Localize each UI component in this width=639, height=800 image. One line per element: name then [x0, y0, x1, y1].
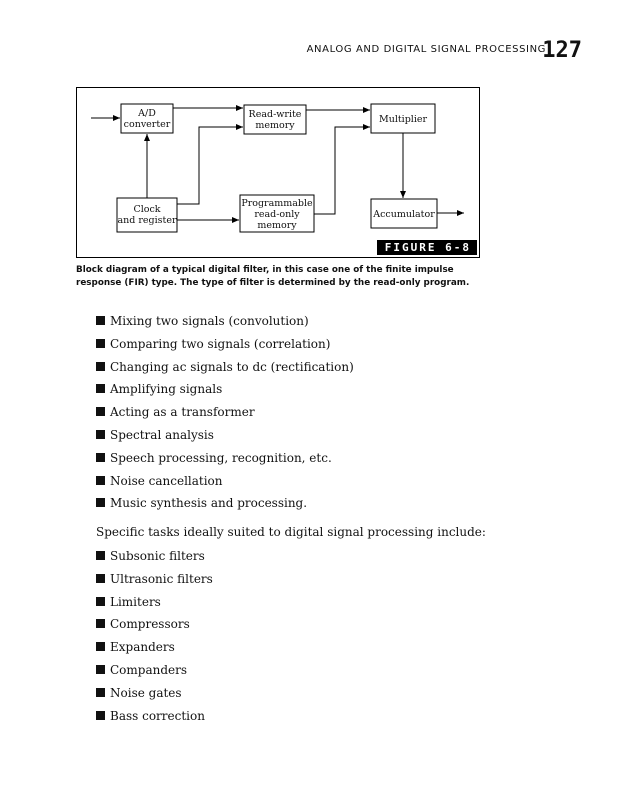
list-item-text: Changing ac signals to dc (rectification): [110, 359, 354, 374]
list-item-text: Spectral analysis: [110, 427, 214, 442]
list-item: [96, 639, 213, 662]
list-item-text: Mixing two signals (convolution): [110, 314, 309, 328]
bullet-square-icon: [96, 316, 105, 325]
figure-label: FIGURE 6-8: [377, 240, 477, 255]
bullet-square-icon: [96, 339, 105, 348]
figure-caption: Block diagram of a typical digital filter, in this case one of the finite impulse response (FIR) type. The type of filter is determined by the read-only program.: [76, 265, 470, 288]
block-diagram-figure: [76, 87, 480, 258]
list-item-text: Comparing two signals (correlation): [110, 336, 331, 351]
bullet-square-icon: [96, 688, 105, 697]
bullet-square-icon: [96, 476, 105, 485]
bullet-square-icon: [96, 551, 105, 560]
list-item-text: Bass correction: [110, 708, 205, 723]
bullet-square-icon: [96, 498, 105, 507]
running-head-title: ANALOG AND DIGITAL SIGNAL PROCESSING: [306, 44, 546, 55]
bullet-square-icon: [96, 407, 105, 416]
bullet-list-1: [96, 313, 354, 518]
clock-label-1: Clock: [133, 204, 161, 215]
list-item: [96, 404, 354, 427]
list-item-text: Amplifying signals: [110, 382, 223, 397]
bullet-square-icon: [96, 453, 105, 462]
bullet-square-icon: [96, 362, 105, 371]
list-item-text: Limiters: [110, 594, 161, 609]
list-item-text: Noise gates: [110, 685, 182, 700]
bullet-list-2: [96, 548, 213, 730]
bullet-square-icon: [96, 430, 105, 439]
prom-label-1: Programmable: [241, 198, 313, 209]
list-item: [96, 616, 213, 639]
list-item-text: Subsonic filters: [110, 549, 205, 563]
list-item: [96, 708, 213, 731]
list-item-text: Expanders: [110, 640, 175, 655]
list-item: [96, 473, 354, 496]
bullet-square-icon: [96, 665, 105, 674]
block-diagram: [77, 88, 481, 259]
bullet-square-icon: [96, 597, 105, 606]
bullet-square-icon: [96, 574, 105, 583]
list-item-text: Companders: [110, 662, 188, 677]
rw-label-2: memory: [255, 120, 295, 131]
intro-paragraph: Specific tasks ideally suited to digital signal processing include:: [96, 525, 486, 539]
list-item: [96, 662, 213, 685]
list-item-text: Music synthesis and processing.: [110, 496, 308, 511]
list-item: [96, 450, 354, 473]
list-item: [96, 495, 354, 518]
ad-label-1: A/D: [138, 108, 156, 119]
ad-label-2: converter: [123, 119, 171, 130]
clock-label-2: and register: [117, 215, 177, 226]
list-item: [96, 594, 213, 617]
list-item-text: Compressors: [110, 617, 190, 632]
bullet-square-icon: [96, 642, 105, 651]
list-item: [96, 359, 354, 382]
list-item-text: Acting as a transformer: [110, 405, 255, 420]
list-item: [96, 427, 354, 450]
acc-label: Accumulator: [373, 209, 435, 220]
list-item: [96, 313, 354, 336]
list-item: [96, 548, 213, 571]
bullet-square-icon: [96, 384, 105, 393]
list-item: [96, 685, 213, 708]
list-item-text: Speech processing, recognition, etc.: [110, 450, 332, 465]
running-head: [0, 38, 639, 68]
mult-label: Multiplier: [378, 114, 428, 125]
list-item: [96, 571, 213, 594]
bullet-square-icon: [96, 619, 105, 628]
list-item: [96, 336, 354, 359]
list-item-text: Ultrasonic filters: [110, 571, 213, 586]
prom-label-3: memory: [257, 220, 297, 231]
prom-label-2: read-only: [254, 209, 300, 220]
list-item-text: Noise cancellation: [110, 473, 223, 488]
bullet-square-icon: [96, 711, 105, 720]
page-number: 127: [542, 38, 582, 63]
rw-label-1: Read-write: [248, 109, 302, 120]
prom-to-mult-arrow: [314, 127, 370, 214]
list-item: [96, 381, 354, 404]
clock-to-rw-arrow: [177, 127, 243, 204]
